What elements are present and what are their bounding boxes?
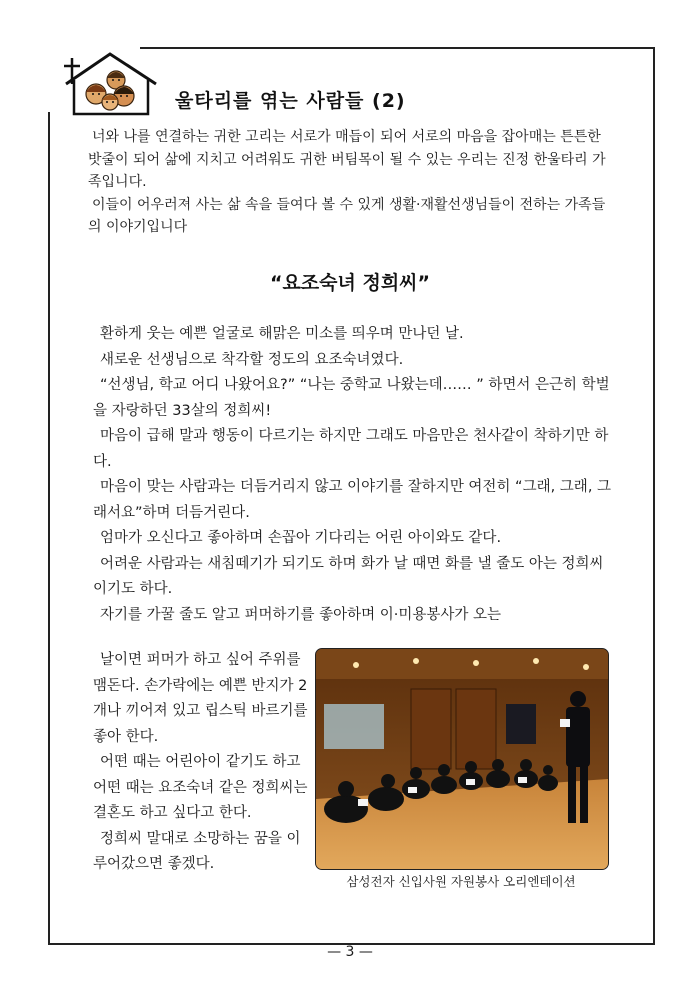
story-paragraph: 환하게 웃는 예쁜 얼굴로 해맑은 미소를 띄우며 만나던 날.: [100, 326, 464, 342]
story-paragraph: 날이면 퍼머가 하고 싶어 주위를 맴돈다. 손가락에는 예쁜 반지가 2개나 끼어져 있고 립스틱 바르기를 좋아 한다.: [93, 652, 308, 745]
intro-text: [88, 126, 616, 239]
page-number: — 3 —: [327, 944, 373, 960]
frame-left-border: [48, 112, 50, 945]
story-paragraph: 새로운 선생님으로 착각할 정도의 요조숙녀였다.: [100, 351, 404, 368]
story-paragraph: 마음이 맞는 사람과는 더듬거리지 않고 이야기를 잘하지만 여전히 “그래, 그래, 그래서요”하며 더듬거린다.: [93, 479, 612, 521]
story-paragraph: 어려운 사람과는 새침떼기가 되기도 하며 화가 날 때면 화를 낼 줄도 아는 정희씨이기도 하다.: [93, 555, 604, 597]
story-paragraph: “선생님, 학교 어디 나왔어요?” “나는 중학교 나왔는데…… ” 하면서 은근히 학벌을 자랑하던 33살의 정희씨!: [93, 377, 610, 419]
intro-paragraph: 너와 나를 연결하는 귀한 고리는 서로가 매듭이 되어 서로의 마음을 잡아매는 튼튼한 밧줄이 되어 삶에 지치고 어려워도 귀한 버팀목이 될 수 있는 우리는 진정 한울타리 가족입니다.: [88, 129, 606, 190]
story-paragraph: 마음이 급해 말과 행동이 다르기는 하지만 그래도 마음만은 천사같이 착하기만 하다.: [93, 428, 609, 470]
story-paragraph: 어떤 때는 어린아이 같기도 하고 어떤 때는 요조숙녀 같은 정희씨는 결혼도 하고 싶다고 한다.: [93, 754, 308, 821]
photo-caption: 삼성전자 신입사원 자원봉사 오리엔테이션: [346, 874, 576, 889]
house-with-cross-and-family-icon: [60, 50, 160, 116]
story-paragraph: 엄마가 오신다고 좋아하며 손꼽아 기다리는 어린 아이와도 같다.: [100, 530, 502, 546]
story-body-wrapped: [93, 648, 308, 878]
frame-top-border: [140, 47, 655, 49]
story-body: [93, 322, 615, 628]
intro-paragraph: 이들이 어우러져 사는 삶 속을 들여다 볼 수 있게 생활·재활선생님들이 전하는 가족들의 이야기입니다: [88, 196, 606, 235]
frame-right-border: [653, 47, 655, 945]
page-title: 울타리를 엮는 사람들 (2): [175, 90, 406, 112]
story-title: “요조숙녀 정희씨”: [269, 272, 431, 294]
story-paragraph: 자기를 가꿀 줄도 알고 퍼머하기를 좋아하며 이·미용봉사가 오는: [100, 606, 502, 623]
story-paragraph: 정희씨 말대로 소망하는 꿈을 이루어갔으면 좋겠다.: [93, 830, 301, 872]
orientation-photo: [315, 648, 609, 870]
